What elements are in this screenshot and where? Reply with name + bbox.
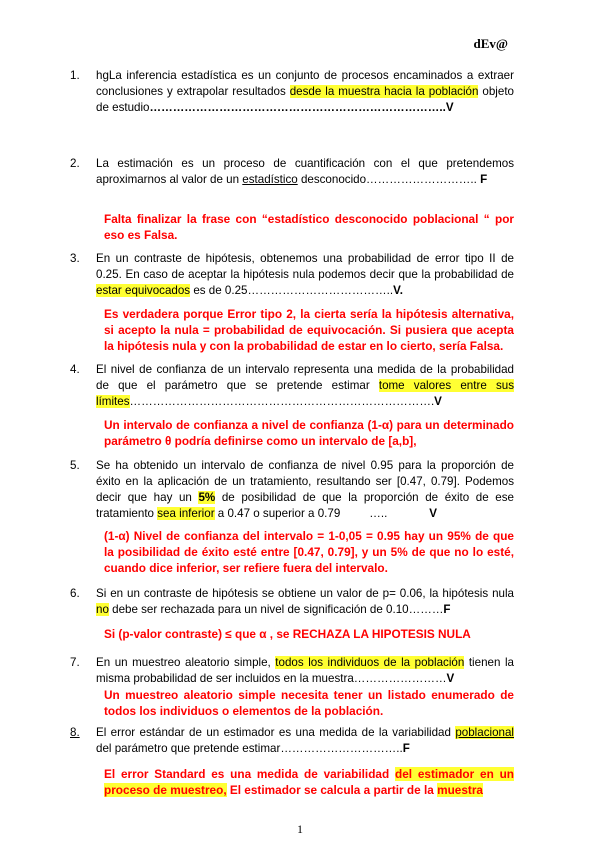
question-text: El error estándar de un estimador es una medida de la variabilidad: [96, 726, 456, 739]
answer-dots: ………………………………..: [247, 284, 394, 297]
explanation-text: El estimador se calcula a partir de la: [226, 783, 438, 797]
answer-dots: ………: [408, 603, 444, 616]
question-text: tienen la misma probabilidad de ser incluidos en la muestra: [96, 656, 514, 685]
question-text: La estimación es un proceso de cuantificación con el que pretendemos aproximarnos al valor de un: [96, 157, 514, 186]
explanation-3: Es verdadera porque Error tipo 2, la cierta sería la hipótesis alternativa, si acepto la nula = probabilidad de equivocación. Si pusiera que acepta la hipótesis nula y con la probabilidad de estar en lo cierto, sería Falsa.: [104, 307, 514, 353]
answer-mark: V: [429, 507, 437, 520]
underlined-word: estadístico: [242, 173, 298, 186]
question-4: [70, 362, 514, 410]
question-text: es de 0.25: [190, 284, 248, 297]
question-text: debe ser rechazada para un nivel de significación de 0.10: [108, 603, 409, 616]
question-number: 2.: [70, 157, 80, 170]
question-text: En un contraste de hipótesis, obtenemos una probabilidad de error tipo II de 0.25. En caso de aceptar la hipótesis nula podemos decir que la probabilidad de: [96, 252, 514, 281]
question-number: 1.: [70, 69, 80, 82]
header-mark: dEv@: [473, 36, 508, 51]
question-number: 5.: [70, 459, 80, 472]
question-text: del parámetro que pretende estimar: [96, 742, 281, 755]
question-number: 4.: [70, 363, 80, 376]
question-number: 8.: [70, 726, 80, 739]
highlight: no: [96, 603, 109, 616]
answer-mark: V.: [393, 284, 403, 297]
answer-dots: ……………………: [353, 672, 447, 685]
highlight: poblacional: [455, 726, 514, 739]
answer-mark: V: [446, 672, 455, 685]
explanation-4: Un intervalo de confianza a nivel de confianza (1-α) para un determinado parámetro θ podría definirse como un intervalo de [a,b],: [104, 418, 514, 448]
answer-mark: F: [402, 742, 410, 755]
highlight: todos los individuos de la población: [275, 656, 465, 669]
question-text: desconocido: [297, 173, 367, 186]
explanation-5: (1-α) Nivel de confianza del intervalo = 1-0,05 = 0.95 hay un 95% de que la posibilidad de éxito esté entre [0.47, 0.79], y un 5% de que no lo esté, cuando dice inferior, ser refiere fuera del intervalo.: [104, 529, 514, 575]
highlight: tome valores entre sus límites: [96, 379, 514, 408]
question-text: Si en un contraste de hipótesis se obtiene un valor de p= 0.06, la hipótesis nula: [96, 587, 514, 600]
highlight: 5%: [198, 491, 216, 504]
question-text: hgLa inferencia estadística es un conjunto de procesos encaminados a extraer conclusiones y extrapolar resultados: [96, 69, 514, 98]
answer-dots: …………………………………………………………………….: [129, 395, 435, 408]
question-number: 3.: [70, 252, 80, 265]
highlight: desde la muestra hacia la población: [289, 85, 479, 98]
highlight: sea inferior: [157, 507, 215, 520]
question-number: 7.: [70, 656, 80, 669]
answer-dots: …………………………..: [280, 742, 403, 755]
page-number: 1: [297, 822, 303, 836]
explanation-8: [104, 766, 514, 798]
highlight: del estimador en un proceso de muestreo,: [104, 767, 515, 797]
highlight: estar equivocados: [96, 284, 191, 297]
answer-mark: V: [434, 395, 442, 408]
question-6: [70, 586, 514, 618]
question-text: objeto de estudio: [96, 85, 514, 114]
question-text: Se ha obtenido un intervalo de confianza de nivel 0.95 para la proporción de éxito en la aplicación de un tratamiento, resultando ser [0.47, 0.79]. Podemos decir que hay un: [96, 459, 514, 504]
question-2: [70, 156, 514, 188]
question-5: [70, 458, 514, 522]
question-number: 6.: [70, 587, 80, 600]
question-text: a 0.47 o superior a 0.79: [214, 507, 341, 520]
explanation-text: El error Standard es una medida de variabilidad: [104, 767, 395, 781]
question-text: El nivel de confianza de un intervalo representa una medida de la probabilidad de que el parámetro que se pretende estimar: [96, 363, 514, 392]
explanation-7: Un muestreo aleatorio simple necesita tener un listado enumerado de todos los individuos o elementos de la población.: [104, 688, 514, 718]
answer-dots: …………………………………………………………………..: [149, 101, 446, 114]
question-1: [70, 68, 514, 116]
explanation-6: Si (p-valor contraste) ≤ que α , se RECHAZA LA HIPOTESIS NULA: [104, 627, 471, 641]
question-7: [70, 655, 514, 687]
explanation-2: Falta finalizar la frase con “estadístico desconocido poblacional “ por eso es Falsa.: [104, 212, 514, 242]
answer-mark: V: [445, 101, 454, 114]
question-text: En un muestreo aleatorio simple,: [96, 656, 276, 669]
answer-mark: F: [480, 173, 488, 186]
answer-dots: …..: [369, 507, 388, 520]
answer-mark: F: [443, 603, 451, 616]
highlight: muestra: [437, 783, 483, 797]
question-3: [70, 251, 514, 299]
question-8: [70, 725, 514, 757]
answer-dots: ………………………..: [366, 173, 481, 186]
question-text: de posibilidad de que la proporción de éxito de ese tratamiento: [96, 491, 514, 520]
